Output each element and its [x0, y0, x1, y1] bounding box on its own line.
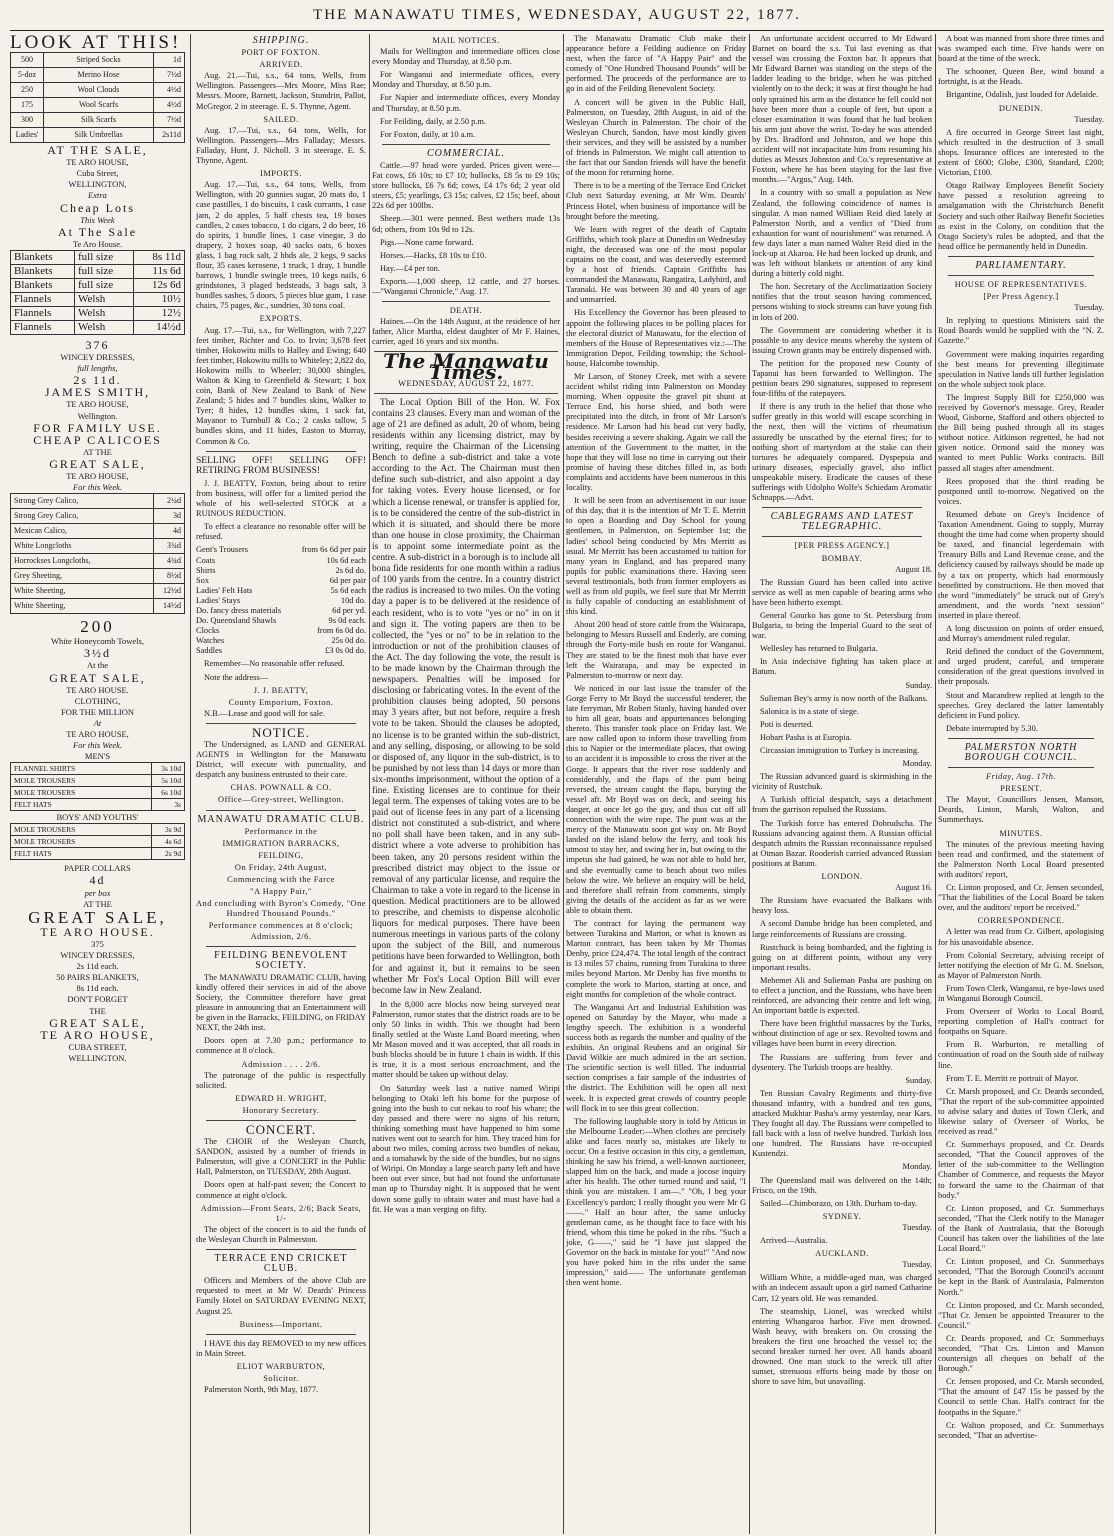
- article-paragraph: Brigantine, Odalish, just loaded for Adelaide.: [946, 90, 1099, 100]
- ad-paragraph: Note the address—: [204, 672, 269, 682]
- article-paragraph: Mehemet Ali and Sulieman Pasha are pushing on to effect a junction, and the Russians, who have been reinforced, are advancing their centre and left wing. An important battle is expected.: [752, 975, 932, 1016]
- table-row: White Sheeting, 12½d: [11, 584, 185, 599]
- ad-heading: GREAT SALE,: [49, 456, 146, 471]
- ad-line: CUBA STREET,: [68, 1041, 127, 1052]
- ad-line: AT THE: [83, 898, 112, 909]
- ad-line: TE ARO HOUSE,: [66, 470, 129, 481]
- ad-heading: At The Sale: [57, 224, 138, 239]
- article-paragraph: An unfortunate accident occurred to Mr Edward Barnet on board the s.s. Tui last evening as that vessel was crossing the Foxton bar. It appears that Mr Edward Barnet was standing on the steps of the ladder leading to the bridge, when he was pitched violently on to the deck; it was at first thought he had only sprained his arm as the distance he fell could not have been more than a couple of feet, but upon a closer examination it was found that he had broken his arm just above the wrist. To-day he was attended by Drs. Bradford and Johnston, and we hope this accident will not incapacitate him from resuming his duties as Messrs Johnston and Co.'s representative at Foxton, where he has been staying for the last five months.—"Argus," Aug. 14th.: [752, 34, 932, 185]
- ad-line: At the: [86, 660, 108, 671]
- article-paragraph: In replying to questions Ministers said the Road Boards would be supplied with the "N. Z. Gazette.": [938, 316, 1104, 346]
- article-paragraph: A Turkish official despatch, says a detachment from the garrison repulsed the Russians.: [752, 795, 932, 815]
- ad-line: IMMIGRATION BARRACKS,: [222, 838, 340, 848]
- section-subheading: PRESENT.: [1000, 784, 1042, 794]
- table-row: Horrockses Longcloths, 4¾d: [11, 554, 185, 569]
- divider: [948, 275, 1094, 276]
- section-heading: MAIL NOTICES.: [432, 36, 500, 45]
- blankets-table: [10, 250, 185, 335]
- divider: [374, 393, 558, 394]
- ad-line: WINCEY DRESSES,: [60, 352, 135, 363]
- article-paragraph: The Imprest Supply Bill for £250,000 was received by Governor's message. Grey, Reader Wood, Gisborne, Stafford and others objected to the Bill being pushed through all its stages without notice. Aitkinson regretted, he had not given notice. Ormond said the money was wanted to meet Public Works contracts. Bill passed all stages after amendment.: [938, 392, 1104, 473]
- dateline: Monday.: [902, 1162, 932, 1172]
- masthead-rule: [10, 30, 1104, 31]
- ad-heading: GREAT SALE,: [49, 1015, 146, 1030]
- table-row: 175 Wool Scarfs 4½d: [11, 98, 185, 113]
- article-paragraph: The Queensland mail was delivered on the 14th; Frisco, on the 19th.: [752, 1175, 932, 1195]
- ad-paragraph: Palmerston North, 9th May, 1877.: [204, 1385, 319, 1395]
- section-subheading: Friday, Aug. 17th.: [985, 772, 1057, 782]
- article-paragraph: From Town Clerk, Wanganui, re bye-laws used in Wanganui Borough Council.: [938, 983, 1104, 1003]
- article-paragraph: Government were making inquiries regarding the best means for preventing illegitimate speculation in Native lands till further legislation on the whole subject took place.: [938, 349, 1104, 389]
- article-paragraph: A long discussion on points of order ensued, and Murray's amendment ruled regular.: [938, 623, 1104, 644]
- article-paragraph: Aug. 17.—Tui, s.s., 64 tons, Wells, from Wellington, with 20 gunnies sugar, 20 mats do, 1 case pastilles, 1 do biscuits, 1 cask currants, 1 case jam, 2 do apples, 5 half chests tea, 19 boxes candles, 2 cases tobacco, 1 do cigars, 2 do beer, 16 do spirits, 1 bundle lines, 1 case vinegar, 3 do drapery, 2 boxes soap, 40 sacks oats, 6 boxes glass, 1 bag rock salt, 2 hhds ale, 2 kegs, 9 sacks flour, 35 cases kerosene, 1 truck, 1 dray, 1 bundle barrows, 1 bundle swingle trees, 10 kegs nails, 6 grindstones, 3 plaged bedsteads, 3 bags salt, 3 bundles sashes, 5 doors, 5 pieces blue gum, 1 case chairs, 75 pages, &c., sundries, 30 tons coal.: [196, 180, 366, 311]
- section-heading: PARLIAMENTARY.: [975, 259, 1067, 271]
- article-paragraph: Cr. Deards proposed, and Cr. Summerhays seconded, "That Crs. Linton and Manson countersign all cheques on behalf of the Borough.": [938, 1333, 1104, 1374]
- table-row: 5-doz Merino Hose 7½d: [11, 68, 185, 83]
- divider: [206, 1334, 356, 1335]
- article-paragraph: General Gourko has gone to St. Petersburg from Bulgaria, to bring the Imperial Guard to the seat of war.: [752, 610, 932, 641]
- ad-line: 8s 11d each.: [76, 983, 119, 994]
- article-paragraph: Mr Larson, of Stoney Creek, met with a severe accident whilst riding into Palmerston on Monday morning. When opposite the gravel pit shunt at Terrace End, his horse shied, and both were precipitated into the ditch, in front of Mr Larson's residence. Mr Larson had his head cut very badly, besides receiving a severe shaking. Again we call the attention of the Government to the matter, in the hope that they will lose no time in carrying out their promise of having these ditches filled in, as both complaints and accidents have been numerous in this locality.: [566, 372, 746, 493]
- dateline: Tuesday.: [1074, 114, 1104, 124]
- table-row: 500 Striped Socks 1d: [11, 53, 185, 68]
- column-cablegrams: [752, 34, 932, 1534]
- ad-line: FOR THE MILLION: [60, 706, 135, 717]
- dateline: August 18.: [895, 564, 932, 574]
- ad-line: Cuba Street,: [76, 168, 119, 179]
- list-item: Do. Queensland Shawls 9s 0d each.: [196, 616, 366, 626]
- ad-signature: Office—Grey-street, Wellington.: [218, 795, 344, 805]
- table-row: Flannels Welsh 14½d: [11, 320, 185, 334]
- ad-line: TE ARO HOUSE,: [66, 729, 129, 739]
- price-list-table: [10, 52, 185, 143]
- ad-paragraph: The object of the concert is to aid the funds of the Wesleyan Church in Palmerston.: [196, 1224, 366, 1244]
- article-paragraph: About 200 head of store cattle from the Wairarapa, belonging to Messrs Russell and Enderly, are coming through the Forty-mile bush en route for Wanganui. They are stated to be the finest mob that have ever left the Wairarapa, and may be expected in Palmerston to-morrow or next day.: [566, 620, 746, 680]
- dateline: Sunday.: [905, 680, 932, 690]
- ad-signature: J. J. BEATTY,: [253, 685, 309, 695]
- section-subheading: AUCKLAND.: [815, 1249, 869, 1259]
- ad-signature: ELIOT WARBURTON,: [236, 1361, 326, 1371]
- ad-heading: 4d: [89, 873, 106, 888]
- column-advertisement: [10, 34, 185, 1534]
- article-paragraph: Haines.—On the 14th August, at the residence of her father, Alice Martha, eldest daughter of Mr F. Haines, carrier, aged 16 years and six months.: [372, 317, 560, 347]
- column-divider: [749, 34, 750, 1534]
- section-heading: SHIPPING.: [252, 35, 310, 46]
- ad-signature: EDWARD H. WRIGHT,: [235, 1093, 327, 1103]
- list-item: Shirts 2s 6d do.: [196, 565, 366, 575]
- article-paragraph: Aug. 17.—Tui, s.s., for Wellington, with 7,227 feet timber, Richter and Co. to Irvin; 3,678 feet timber, Hokowitu mills to Halley and Ewing; 640 feet timber, Hokowitu mills to Whiteley; 2,822 do, Hokowitu mills to Wheeler; 30,000 shingles, Walton & King to Greenfield & Stewart; 1 box coin, Bank of New Zealand to Bank of New Zealand; 5 hides and 7 bundles skins, Walker to Tyer; 8 hides, 12 bundles skins, 1 sack fat, Mayanor to Turnbull & Co.; 2 casks tallow, 5 bundles skins, and 11 hides, Easton to Murray, Common & Co.: [196, 325, 366, 446]
- ad-heading: CHEAP CALICOES: [33, 432, 162, 447]
- look-header: LOOK AT THIS!: [10, 34, 182, 53]
- ad-line: 2s 11d each.: [76, 961, 119, 972]
- article-paragraph: If there is any truth in the belief that those who suffer greatly in this world will escape scorching in the next, then will the victims of rheumatism assuredly be unscathed by the eternal fires; for to nothing short of martyrdom at the stake can their tortures be adequately compared. Dyspepsia and urinary diseases, especially gravel, also inflict unspeakable misery. Eradicate the causes of these sufferings with Udolpho Wolfe's Schiedam Aromatic Schnapps.—Advt.: [752, 402, 932, 503]
- ad-line: FEILDING,: [258, 850, 304, 860]
- article-paragraph: On Saturday week last a native named Wiripi belonging to Otaki left his home for the purpose of going into the bush to cut nekau to roof his whare; the day passed and there were no signs of his return, thinking something must have happened to him some natives went out to search for him. They traced him for about two miles, coming across two bundles of nekau, and a tomahawk by the side of the bundles, but no signs of Wiripi. On Monday a large search party left and have been out ever since, but had not found the unfortunate man up to Thursday night. It is supposed that he went down some gully to obtain water and must have had a fit. He was a man verging on fifty.: [372, 1083, 560, 1214]
- table-row: Blankets full size 8s 11d: [11, 250, 185, 264]
- section-heading: PALMERSTON NORTH BOROUGH COUNCIL.: [964, 741, 1078, 763]
- ad-line: TE ARO HOUSE,: [66, 157, 129, 168]
- ad-paragraph: To effect a clearance no resonable offer will be refused.: [196, 522, 366, 542]
- section-subheading: CORRESPONDENCE.: [977, 916, 1065, 926]
- divider: [948, 256, 1094, 257]
- article-paragraph: From T. E. Merritt re portrait of Mayor.: [946, 1073, 1079, 1083]
- table-row: Blankets full size 11s 6d: [11, 264, 185, 278]
- list-item: Ladies' Felt Hats 5s 6d each: [196, 585, 366, 595]
- calico-table: [10, 493, 185, 614]
- article-paragraph: The Russian advanced guard is skirmishing in the vicinity of Rustchuk.: [752, 772, 932, 792]
- article-paragraph: Reid defined the conduct of the Government, and urged prudent, careful, and temperate consideration of the great questions involved in their proposals.: [938, 647, 1104, 687]
- ad-paragraph: I HAVE this day REMOVED to my new offices in Main Street.: [196, 1338, 366, 1358]
- list-item: Ladies' Stays 10d do.: [196, 595, 366, 605]
- ad-paragraph: The CHOIR of the Wesleyan Church, SANDON, assisted by a number of friends in Palmerston, will give a CONCERT in the Public Hall, Palmerston, on TUESDAY, 28th August.: [196, 1137, 366, 1177]
- section-subheading: DUNEDIN.: [998, 103, 1044, 113]
- ad-heading: TE ARO HOUSE,: [40, 1027, 155, 1042]
- column-divider: [935, 34, 936, 1534]
- ad-paragraph: Doors open at 7.30 p.m.; performance to commence at 8 o'clock.: [196, 1036, 366, 1056]
- article-paragraph: Hobart Pasha is at Europia.: [760, 732, 852, 742]
- column-parliament: [938, 34, 1104, 1534]
- divider: [206, 451, 356, 452]
- divider: [382, 144, 550, 145]
- list-item: Watches 25s 0d do.: [196, 636, 366, 646]
- ad-line: Performance commences at 8 o'clock; Admission, 2/6.: [208, 921, 354, 941]
- ad-paragraph: The MANAWATU DRAMATIC CLUB, having kindly offered their services in aid of the above Society, the Committee therefore have great pleasure in announcing that an Entertainment will be given in the Barracks, FEILDING, on FRIDAY NEXT, the 24th inst.: [196, 972, 366, 1033]
- article-paragraph: Aug. 21.—Tui, s.s., 64 tons, Wells, from Wellington. Passengers—Mrs Moore, Miss Rae; Messrs. Moore, Barnett, Jackson, Stundrin, Pallot, McGregor. 2 in steerage. E. S. Thynne, Agent.: [196, 71, 366, 111]
- article-paragraph: The Wanganui Art and Industrial Exhibition was opened on Saturday by the Mayor, who made a lengthy speech. The exhibition is a wonderful success both as regards the number and quality of the exhibits. An original Reubens and an original Sir David Wilkie are much admired in the art section. The scientific section is well filled. The industrial section comprises a fair sample of the industries of the district. The Exhibition will be open all next week. It is expected great crowds of country people will flock in to see this great collection.: [566, 1002, 746, 1113]
- ad-heading: CONCERT.: [245, 1122, 317, 1137]
- article-paragraph: For Wanganui and intermediate offices, every Monday and Thursday, at 8.50 p.m.: [372, 70, 560, 90]
- article-paragraph: The petition for the proposed new County of Tapanui has been forwarded to Wellington. The petition bears 290 signatures, supposed to represent four-fifths of the ratepayers.: [752, 358, 932, 399]
- section-subheading: SAILED.: [263, 114, 299, 124]
- ad-paragraph: Officers and Members of the above Club are requested to meet at Mr W. Deards' Princess Family Hotel on SATURDAY EVENING NEXT, August 25.: [196, 1276, 366, 1316]
- ad-paragraph: J. J. BEATTY, Foxton, being about to retire from business, will offer for a limited period the whole of his well-selected STOCK at a RUINOUS REDUCTION.: [196, 478, 366, 519]
- section-subheading: PORT OF FOXTON.: [241, 48, 321, 58]
- ad-line: For this Week.: [72, 482, 123, 493]
- ad-heading: GREAT SALE,: [49, 670, 146, 685]
- table-row: FELT HATS 3s: [11, 799, 185, 811]
- ad-line: Extra: [88, 190, 107, 201]
- article-paragraph: The Turkish force has entered Dobrudscha. The Russians advancing against them. A Russian official despatch admits the Russian reconnaissance repulsed at Otman Bazar. Rooderish carried advanced Russian positions at Batum.: [752, 818, 932, 868]
- table-row: MOLE TROUSERS 6s 10d: [11, 787, 185, 799]
- ad-heading: SELLING OFF! SELLING OFF! RETIRING FROM BUSINESS!: [196, 455, 366, 476]
- divider: [206, 946, 356, 947]
- article-paragraph: There is to be a meeting of the Terrace End Cricket Club next Saturday evening, at Mr Wm. Deards' Princess Hotel, when business of importance will be brought before the meeting.: [566, 181, 746, 221]
- ad-heading: NOTICE.: [252, 724, 310, 740]
- ad-line: WELLINGTON.: [68, 1052, 127, 1063]
- column-shipping: [196, 34, 366, 1534]
- section-subheading: MINUTES.: [999, 828, 1043, 838]
- section-subheading: SYDNEY.: [822, 1211, 862, 1221]
- article-paragraph: It will be seen from an advertisement in our issue of this day, that it is the intention of Mr T. E. Merritt to open a Boarding and Day School for young gentlemen, in Palmerston, on September 1st; the ladies' school being conducted by Mrs Merritt as usual. Mr Merritt has been accustomed to tuition for many years in England, and has prepared many pupils for public examinations there. Having seen several testimonials, both from former employers as well as from old pupils, we feel sure that Mr Merritt is fully capable of conducting an establishment of this kind.: [566, 496, 746, 617]
- list-item: Coats 10s 6d each: [196, 555, 366, 565]
- article-paragraph: Salonica is in a state of siege.: [760, 706, 859, 716]
- section-subheading: EXPORTS.: [259, 314, 303, 324]
- article-paragraph: Sheep.—301 were penned. Best wethers made 13s 6d; others, from 10s 9d to 12s.: [372, 214, 560, 234]
- list-item: Clocks from 6s 0d do.: [196, 626, 366, 636]
- article-paragraph: Cr. Summerhays proposed, and Cr. Deards seconded, "That the Council approves of the letter of the sub-committee to the Wellington Chamber of Commerce, and requests the Mayor to forward the same to the Chairman of that body.": [938, 1140, 1104, 1200]
- article-paragraph: The Russians have evacuated the Balkans with heavy loss.: [752, 896, 932, 916]
- ad-line: full lengths,: [77, 363, 118, 374]
- article-paragraph: Cr. Linton proposed, and Cr. Summerhays seconded, "That the Borough Council's account be kept in the Bank of Australasia, Palmerston North.": [938, 1257, 1104, 1297]
- article-paragraph: Ten Russian Cavalry Regiments and thirty-five thousand infantry, with a hundred and ten guns, attacked Mukhtar Pasha's army yesterday, near Kars. They fought all day. The Russians were compelled to fall back with a loss of twelve hundred. Turkish loss one hundred. The Russians have re-occupied Kustendzi.: [752, 1088, 932, 1159]
- article-paragraph: Sulieman Bey's army is now north of the Balkans.: [760, 693, 928, 703]
- article-paragraph: The Mayor, Councillors Jensen, Manson, Deards, Linton, Marsh, Walton, and Summerhays.: [938, 795, 1104, 825]
- ad-signature: County Emporium, Foxton.: [228, 697, 334, 707]
- section-subheading: ARRIVED.: [259, 60, 303, 70]
- article-paragraph: The contract for laying the permanent way between Turakina and Marton, or what is known as Marton contract, has been taken by Mr Thomas Denby, price £24,474. The total length of the contract is 13 miles 57 chains, running from Turakina to three miles beyond Marton. Mr Denby has five months to complete the work to Marton, starting at once, and eight months for completion of the whole contract.: [566, 918, 746, 999]
- ad-line: MEN'S: [84, 751, 111, 762]
- column-divider: [563, 34, 564, 1534]
- article-paragraph: We learn with regret of the death of Captain Griffiths, which took place at Dunedin on Wednesday night, the deceased was one of the most popular captains on the coast, and was deservedly esteemed by a host of friends. Captain Griffiths has commanded the Manawatu, Rangatira, Ladybird, and Taranaki. He was between 30 and 40 years of age and unmarried.: [566, 224, 746, 305]
- ad-signature: Honorary Secretary.: [242, 1105, 320, 1115]
- article-paragraph: The Russians are suffering from fever and dysentery. The Turkish troops are healthy.: [752, 1052, 932, 1072]
- article-paragraph: Rustchuck is being bombarded, and the fighting is going on at different points, without any very important results.: [752, 942, 932, 972]
- section-subheading: [PER PRESS AGENCY.]: [794, 541, 890, 551]
- ad-heading: TERRACE END CRICKET CLUB.: [214, 1253, 348, 1275]
- ad-line: And concluding with Byron's Comedy, "One Hundred Thousand Pounds.": [196, 899, 366, 919]
- article-paragraph: A letter was read from Cr. Gilbert, apologising for his unavoidable absence.: [938, 927, 1104, 947]
- article-paragraph: Cr. Linton proposed, and Cr. Jensen seconded, "That the liabilities of the Local Board be taken over, and the auditors' report be received.": [938, 883, 1104, 913]
- article-paragraph: William White, a middle-aged man, was charged with an indecent assault upon a girl named Catharine Carr, 12 years old. He was remanded.: [752, 1273, 932, 1303]
- column-divider: [369, 34, 370, 1534]
- table-row: 250 Wool Clouds 4½d: [11, 83, 185, 98]
- ad-line: Performance in the: [244, 826, 318, 836]
- ad-heading: FEILDING BENEVOLENT SOCIETY.: [214, 949, 348, 971]
- ad-line: DON'T FORGET: [67, 994, 128, 1005]
- ad-line: per box: [84, 887, 111, 898]
- article-paragraph: There have been frightful massacres by the Turks, without distinction of age or sex. Revolted towns and villages have been burnt in every direction.: [752, 1019, 932, 1049]
- ad-heading: 200: [80, 617, 115, 637]
- section-heading: COMMERCIAL.: [427, 147, 505, 159]
- article-paragraph: Arrived—Australia.: [760, 1236, 828, 1246]
- dateline: August 16.: [895, 883, 932, 893]
- article-paragraph: Stout and Macandrew replied at length to the speeches. Grey declared the latter lamentably deficient in Fund policy.: [938, 690, 1104, 720]
- article-paragraph: The Government are considering whether it is possible to any device means whereby the system of issuing Crown grants may be entirely dispensed with.: [752, 325, 932, 355]
- column-news: [372, 34, 560, 1534]
- ad-line: WELLINGTON,: [68, 179, 127, 190]
- paper-date: WEDNESDAY, AUGUST 22, 1877.: [398, 378, 534, 388]
- table-row: Strong Grey Calico, 2¼d: [11, 494, 185, 509]
- table-row: MOLE TROUSERS 5s 10d: [11, 775, 185, 787]
- ad-heading: FOR FAMILY USE.: [33, 420, 162, 435]
- table-row: MOLE TROUSERS 4s 6d: [11, 836, 185, 848]
- table-row: Flannels Welsh 12½: [11, 306, 185, 320]
- divider: [382, 301, 550, 302]
- article-paragraph: The following laughable story is told by Atticus in the Melbourne Leader:—When clothes are precisely alike and faces nearly so, mistakes are likely to occur. On a festive occasion in this city, a gentleman, thinking he saw his friend, a well-known auctioneer, slapped him on the back, and made a jocose inquiry after his health. The other turned round and said, "I think you are mistaken. I am—." "Oh, I beg your Excellency's pardon; I really thought you were Mr G——." Half an hour after, the same unlucky gentleman came, as he thought face to face with his friend, whom this time he poked in the ribs. "Such a joke, G——," said he "I have just slapped the Governor on the back in mistake for you!" "And now you have poked him in the ribs under the same impression," said—— The unfortunate gentleman then went home.: [566, 1116, 746, 1288]
- mens-table: [10, 762, 185, 811]
- article-paragraph: Exports.—1,000 sheep, 12 cattle, and 27 horses.—"Wanganui Chronicle," Aug. 17.: [372, 276, 560, 296]
- divider: [206, 1249, 356, 1250]
- article-paragraph: The Local Option Bill of the Hon. W. Fox contains 23 clauses. Every man and woman of the age of 21 are defined as adult, 20 of whom, being residents within any licensing district, may by writing, require the Chairman of the Licensing Bench to define a sub-district and take a vote according to the Act. The Chairman must then define such sub-district, and also appoint a day for taking votes. Every house licensed, or for which a license renewal, or transfer is applied for, is to be considered the centre of the sub-district in which it is situated, and should there be more than one house in close proximity, the Chairman is to appoint some intermediate point as the centre. A sub-district in a borough is to include all bona fide residents for one month within a radius of 100 yards from the centre. In a country district the radius is increased to two miles. On the voting day a paper is to be delivered at the residence of each resident, who is to vote "yes or no" in on it and sign it. The voting papers are then to be collected, the "yes or no" to be in relation to the introduction or not of the prohibition clauses of the Act. The day following the vote, the result is to be made known by the Chairman through the newspapers. Penalties will be imposed for disclosing or fabricating votes. In the event of the prohibition clauses being adopted, 50 persons may 3 years after, but not before, require a fresh vote to be taken. Should the clauses be adopted, no license is to be granted within the sub-district, and any selling, disposing, or allowing to be sold or disposed of, any liquor in the sub-district, is to be punished by not less than 14 days or more than six-months imprisonment, without the option of a fine. Existing licenses are to continue for their legal term. The expenses of taking votes are to be paid out of license fees in any part of a licensing district not constituted a sub-district, and where no poll shall have been taken, and in any sub-district where a vote adverse to prohibition has been taken, any 20 persons resident within the prescribed district may object to the issue or removal of any particular license, and require the Chairman to take a vote in regard to the license in question. Medical practitioners are to be allowed to prescribe, and chemists to dispense alcoholic liquors for medical purposes. There have been numerous meetings in various parts of the colony upon the subject of the Bill, and numerous petitions have been forwarded to Wellington, both for and against it, but it remains to be seen whether Mr Fox's Local Option Bill will ever become law in New Zealand.: [372, 397, 560, 996]
- ad-line: Wellington.: [77, 410, 118, 421]
- list-item: Do. fancy dress materials 6d per yd.: [196, 605, 366, 615]
- table-row: Flannels Welsh 10½: [11, 292, 185, 306]
- article-paragraph: Cattle.—97 head were yarded. Prices given were—Fat cows, £6 10s; to £7 10; bullocks, £8 5s to £9 10s; store bullocks, £6 7s 6d; cows, £4 17s 6d; 2 year old steers, £5; yearlings, £3 15s; calves, £2 15s; beef, about 22s 6d per 100lbs.: [372, 160, 560, 211]
- ad-heading: MANAWATU DRAMATIC CLUB.: [197, 813, 365, 825]
- table-row: Grey Sheeting, 8½d: [11, 569, 185, 584]
- article-paragraph: Pigs.—None came forward.: [380, 237, 474, 247]
- article-paragraph: The steamship, Lionel, was wrecked whilst entering Whangaroa harbor. Five men drowned. Wash heavy, with breakers on. On crossing the breakers the first one broached the vessel to; the second breaker turned her over. All hands aboard drowned. One man stuck to the wreck till after sunset, strenuous efforts being made by those on shore to save him, but unavailing.: [752, 1306, 932, 1387]
- article-paragraph: The Russian Guard has been called into active service as well as men capable of bearing arms who have been hitherto exempt.: [752, 577, 932, 607]
- ad-line: WINCEY DRESSES,: [60, 950, 135, 961]
- ad-line: Admission—Front Seats, 2/6; Back Seats, 1/-: [200, 1203, 362, 1223]
- section-subheading: HOUSE OF REPRESENTATIVES.: [954, 279, 1088, 289]
- article-paragraph: The minutes of the previous meeting having been read and confirmed, and the statement of the Palmerston North Local Board presented with auditors' report,: [938, 839, 1104, 879]
- table-row: MOLE TROUSERS 3s 9d: [11, 824, 185, 836]
- section-heading: CABLEGRAMS AND LATEST TELEGRAPHIC.: [770, 511, 914, 533]
- ad-line: This Week: [80, 214, 115, 225]
- article-paragraph: From Colonial Secretary, advising receipt of letter notifying the election of Mr G. M. Snelson, as Mayor of Palmerston North.: [938, 950, 1104, 980]
- article-paragraph: In a country with so small a population as New Zealand, the following coincidence of names is singular. A man named William Reid died lately at Palmerston North, and a verdict of "Died from exhaustion for want of nourishment" was returned. A few days later a man named Walter Reid died in the lock-up at Akaroa. He had been locked up drunk, and was left without blankets or attention of any kind during a bitterly cold night.: [752, 188, 932, 279]
- ad-line: On Friday, 24th August,: [234, 862, 328, 872]
- table-row: FELT HATS 2s 9d: [11, 848, 185, 860]
- article-paragraph: For Napier and intermediate offices, every Monday and Thursday, at 8.50 p.m.: [372, 93, 560, 113]
- article-paragraph: The schooner, Queen Bee, wind bound a fortnight, is at the Heads.: [938, 67, 1104, 87]
- column-divider: [190, 34, 191, 1534]
- article-paragraph: Cr. Jensen proposed, and Cr. Marsh seconded, "That the amount of £47 15s be passed by the Council to settle Chas. Hall's contract for the footpaths in the Square.": [938, 1377, 1104, 1417]
- ad-heading: AT THE SALE,: [47, 143, 148, 158]
- article-paragraph: The Manawatu Dramatic Club make their appearance before a Feilding audience on Friday next, when the farce of "A Happy Pair" and the comedy of "One Hundred Thousand Pounds" will be performed. The proceeds of the performance are to go in aid of the Feilding Benevolent Society.: [566, 34, 746, 94]
- section-heading: DEATH.: [449, 306, 483, 316]
- article-paragraph: From B. Warburton, re metalling of continuation of road on the South side of railway line.: [938, 1040, 1104, 1070]
- table-row: FLANNEL SHIRTS 3s 10d: [11, 763, 185, 775]
- section-subheading: BOMBAY.: [821, 553, 863, 563]
- divider: [948, 767, 1094, 768]
- ad-heading: TE ARO HOUSE.: [40, 924, 155, 939]
- dateline: Monday.: [902, 759, 932, 769]
- ad-heading: GREAT SALE,: [28, 907, 167, 927]
- divider: [948, 738, 1094, 739]
- column-local-news: [566, 34, 746, 1534]
- ad-line: For this Week.: [72, 740, 123, 751]
- article-paragraph: Cr. Linton proposed, and Cr. Marsh seconded, "That Cr. Jensen be appointed Treasurer to the Council.": [938, 1300, 1104, 1330]
- price-list: [196, 545, 366, 656]
- article-paragraph: A concert will be given in the Public Hall, Palmerston, on Tuesday, 28th August, in aid of the Wesleyan Church in Palmerston. The choir of the Wesleyan Church, Sandon, have most kindly given their services, and they will be assisted by a number of friends in Palmerston. We might call attention to the fact that our Sandon friends will have the benefit of the moon for returning home.: [566, 97, 746, 178]
- article-paragraph: Aug. 17.—Tui, s.s., 64 tons, Wells, for Wellington. Passengers—Mrs Falladay; Messrs. Falladay, Hunt, J. Nicholl. 3 in steerage. E. S. Thynne, Agent.: [196, 125, 366, 166]
- paper-title: The Manawatu Times.: [383, 349, 549, 384]
- list-item: Saddles £3 0s 0d do.: [196, 646, 366, 656]
- ad-heading: 376: [85, 337, 110, 352]
- masthead: THE MANAWATU TIMES, WEDNESDAY, AUGUST 22, 1877.: [313, 7, 801, 23]
- ad-line: AT THE: [83, 446, 112, 457]
- ad-paragraph: Remember—No reasonable offer refused.: [204, 659, 345, 669]
- ad-line: CLOTHING,: [74, 695, 121, 706]
- ad-signature: CHAS. POWNALL & CO.: [230, 783, 332, 793]
- dateline: Tuesday.: [902, 1260, 932, 1270]
- article-paragraph: Mails for Wellington and intermediate offices close every Monday and Thursday, at 8.50 p.m.: [372, 47, 560, 67]
- article-paragraph: Cr. Marsh proposed, and Cr. Deards seconded, "That the report of the sub-committee appointed to advise salary and duties of Town Clerk, and likewise salary of Overseer of Works, be received as read.": [938, 1086, 1104, 1137]
- table-row: White Sheeting, 14½d: [11, 599, 185, 614]
- ad-line: TE ARO HOUSE,: [66, 399, 129, 410]
- ad-paragraph: Doors open at half-past seven; the Concert to commence at eight o'clock.: [196, 1180, 366, 1200]
- dateline: Tuesday.: [1074, 303, 1104, 313]
- ad-line: Business—Important.: [239, 1319, 323, 1329]
- article-paragraph: From Overseer of Works to Local Board, reporting completion of Hall's contract for footpaths on Square.: [938, 1007, 1104, 1037]
- section-subheading: [Per Press Agency.]: [983, 292, 1059, 302]
- ad-line: Admission . . . . 2/6.: [241, 1059, 321, 1069]
- ad-heading: JAMES SMITH,: [44, 385, 151, 400]
- article-paragraph: His Excellency the Governor has been pleased to appoint the following places to be polling places for the electoral district of Manawatu, for the election of members of the House of Representatives viz.:—The Immigration Depot, Feilding township; the School-house, Halcombe township.: [566, 308, 746, 368]
- ad-heading: Cheap Lots: [60, 200, 135, 215]
- boys-table: [10, 823, 185, 860]
- ad-line: 375: [91, 938, 104, 949]
- article-paragraph: Debate interrupted by 5.30.: [946, 723, 1038, 733]
- article-paragraph: Circassian immigration to Turkey is increasing.: [760, 746, 920, 755]
- ad-line: BOYS' AND YOUTHS': [56, 812, 139, 823]
- article-paragraph: We noticed in our last issue the transfer of the Gorge Ferry to Mr Boyd the successful tenderer, the late ferryman, Mr Robert Stanly, having handed over to him all gear, boats and appurtenances belonging thereto. This transfer took place on Friday last. We are now called upon to inform those travelling from this to Napier or the intermediate places, that owing to an accident it is impossible to cross the river at the Gorge. It appears that the river rose suddenly and considerably, and the flaps of the punt being reversed, the stream caught the flaps, burying the vessel aft. Mr Boyd was on deck, and seeing his danger, at once let go the guy, and thus cut off all connection with the wire rope. The punt was at the mercy of the Manawatu soon got way on. Mr Boyd landed on the island below the ferry, and took his utmost to stay her, and swing her in, but owing to the impetus she had gained, he was not able to hold her, and she eventually came to beach about two miles below the wire. We believe an enquiry will be held, and therefore shall refrain from comments, simply giving the details of the accident as far as we were able to obtain them.: [566, 683, 746, 915]
- article-paragraph: A second Danube bridge has been completed, and large reinforcements of Russians are crossing.: [752, 919, 932, 939]
- table-row: 300 Silk Scarfs 7½d: [11, 113, 185, 128]
- article-paragraph: Sailed—Chimborazo, on 13th. Durham to-day.: [760, 1198, 917, 1208]
- ad-line: Te Aro House.: [72, 238, 123, 249]
- ad-signature: Solicitor.: [263, 1373, 299, 1383]
- article-paragraph: In the 8,000 acre blocks now being surveyed near Palmerston, rumor states that the district roads are to be only 50 links in width. This we thought had been finally settled at the Waste Land Board meeting, when Mr Mason moved and it was accepted, that all roads in bush blocks should be in future 1 chain in width. If this is true, it is a most serious encroachment, and the matter should be taken up without delay.: [372, 999, 560, 1080]
- divider: [206, 723, 356, 724]
- table-row: Strong Grey Calico, 3d: [11, 509, 185, 524]
- article-paragraph: Cr. Walton proposed, and Cr. Summerhays seconded, "That an advertise-: [938, 1420, 1104, 1440]
- ad-heading: 2s 11d.: [73, 373, 122, 388]
- table-row: Ladies' Silk Umbrellas 2s11d: [11, 128, 185, 143]
- divider: [206, 1120, 356, 1121]
- article-paragraph: For Foxton, daily, at 10 a.m.: [380, 129, 476, 139]
- ad-heading: 3½d: [84, 646, 111, 661]
- ad-line: PAPER COLLARS: [64, 863, 131, 874]
- article-paragraph: Otago Railway Employees Benefit Society have passed a resolution agreeing to amalgamation with the Christchurch Benefit Society and such other Railway Benefit Societies as exist in the Colony, on condition that the Otago Society's rules be adopted, and that the head office be permanently held in Dunedin.: [938, 181, 1104, 251]
- list-item: Gent's Trousers from 6s 6d per pair: [196, 545, 366, 555]
- dateline: Sunday.: [905, 1075, 932, 1085]
- article-paragraph: Cr. Linton proposed, and Cr. Summerhays seconded, "That the Clerk notify to the Manager of the Bank of Australasia, that the Borough Council has taken over the liabilities of the late Local Board.": [938, 1203, 1104, 1254]
- section-subheading: IMPORTS.: [260, 169, 302, 179]
- table-row: Mexican Calico, 4d: [11, 524, 185, 539]
- section-subheading: LONDON.: [821, 872, 863, 882]
- ad-line: "A Happy Pair,": [250, 887, 312, 897]
- divider: [762, 507, 922, 508]
- article-paragraph: Resumed debate on Grey's Incidence of Taxation Amendment. Going to supply, Murray thought the time had come when property should be taxed, and financial legerdemain with Treasury Bills and Land Revenue cease, and the deficiency caused by railways should be made up by a tax on property, which had enormously benefitted by constructions. He then moved that the word "immediately" be struck out of Grey's amendment, and the words "next session" inserted in place thereof.: [938, 509, 1104, 620]
- ad-paragraph: The patronage of the public is respectfully solicited.: [196, 1070, 366, 1090]
- table-row: White Longcloths 3¾d: [11, 539, 185, 554]
- ad-line: At: [93, 717, 102, 728]
- article-paragraph: Poti is deserted.: [760, 719, 814, 729]
- ad-paragraph: The Undersigned, as LAND and GENERAL AGENTS in Wellington for the Manawatu District, will execute with punctuality, and despatch any business entrusted to their care.: [196, 740, 366, 780]
- ad-line: 50 PAIRS BLANKETS,: [56, 972, 139, 983]
- ad-line: THE: [89, 1005, 106, 1016]
- article-paragraph: In Asia indecisive fighting has taken place at Batum.: [752, 657, 932, 677]
- divider: [762, 536, 922, 537]
- article-paragraph: A fire occurred in George Street last night, which resulted in the destruction of 3 small shops. Insurance offices are interested to the extent of £600; Globe, £300, Standard, £200; Victorian, £100.: [938, 127, 1104, 178]
- article-paragraph: Rees proposed that the third reading be postponed until to-morrow. Negatived on the voices.: [938, 476, 1104, 506]
- article-paragraph: Hay.—£4 per ton.: [380, 263, 440, 273]
- article-paragraph: For Feilding, daily, at 2.50 p.m.: [380, 116, 486, 126]
- ad-line: Commencing with the Farce: [227, 875, 335, 885]
- dateline: Tuesday.: [902, 1222, 932, 1232]
- table-row: Blankets full size 12s 6d: [11, 278, 185, 292]
- article-paragraph: The hon. Secretary of the Acclimatization Society notifies that the trout season having commenced, persons wishing to stock streams can have young fish in lots of 200.: [752, 282, 932, 322]
- divider: [206, 810, 356, 811]
- list-item: Sox 6d per pair: [196, 575, 366, 585]
- article-paragraph: A boat was manned from shore three times and was swamped each time. Five hands were on board at the time of the wreck.: [938, 34, 1104, 64]
- ad-line: TE ARO HOUSE.: [66, 684, 129, 695]
- ad-paragraph: N.B.—Lease and good will for sale.: [204, 708, 325, 718]
- ad-line: White Honeycomb Towels,: [51, 636, 144, 647]
- article-paragraph: Wellesley has returned to Bulgaria.: [760, 644, 878, 654]
- article-paragraph: Horses.—Hacks, £8 10s to £10.: [380, 250, 487, 260]
